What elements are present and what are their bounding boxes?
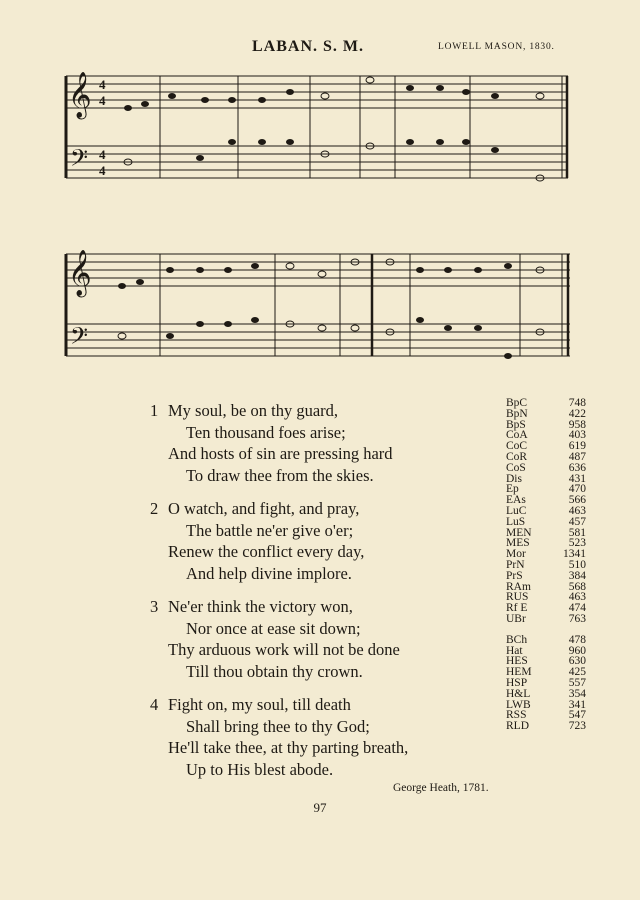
index-number: 547 (568, 709, 586, 722)
index-code: RAm (506, 580, 531, 593)
index-row (506, 635, 586, 646)
index-code: Hat (506, 644, 523, 657)
index-code: BCh (506, 633, 528, 646)
index-number: 425 (568, 666, 586, 679)
stanza-number: 1 (150, 401, 159, 420)
time-sig-top-bass: 4 (99, 147, 106, 162)
stanza-number: 4 (150, 695, 159, 714)
index-number: 566 (568, 494, 586, 507)
index-code: MES (506, 537, 530, 550)
stanza-2 (150, 498, 490, 584)
verse-line: Renew the conflict every day, (168, 542, 365, 561)
index-code: CoC (506, 440, 528, 453)
header (0, 38, 640, 60)
index-row (506, 463, 586, 474)
stanza-1 (150, 400, 490, 486)
verse-line: Ten thousand foes arise; (186, 422, 346, 442)
index-number: 581 (568, 526, 586, 539)
index-number: 463 (568, 504, 586, 517)
index-row (506, 614, 586, 625)
verse-line: O watch, and fight, and pray, (168, 499, 360, 518)
index-number: 723 (568, 720, 586, 733)
index-code: BpC (506, 397, 528, 409)
bass-clef-icon-2: 𝄢 (70, 322, 89, 355)
verse-line: My soul, be on thy guard, (168, 401, 339, 420)
index-number: 341 (568, 698, 586, 711)
time-sig-top: 4 (99, 77, 106, 92)
verse-line: Up to His blest abode. (186, 759, 334, 779)
index-number: 487 (568, 450, 586, 463)
index-code: RLD (506, 720, 529, 733)
index-code: CoS (506, 461, 526, 474)
index-code: MEN (506, 526, 532, 539)
index-code: EAs (506, 494, 526, 507)
index-number: 523 (568, 537, 586, 550)
author-credit: George Heath, 1781. (393, 782, 489, 794)
verse-line: Ne'er think the victory won, (168, 597, 353, 616)
index-code: HSP (506, 676, 528, 689)
index-row (506, 571, 586, 582)
index-number: 463 (568, 591, 586, 604)
index-code: HEM (506, 666, 532, 679)
index-number: 763 (568, 612, 586, 625)
index-number: 354 (568, 687, 586, 700)
index-code: LuS (506, 515, 526, 528)
index-code: RSS (506, 709, 527, 722)
bass-clef-icon: 𝄢 (70, 144, 89, 177)
time-sig-bottom: 4 (99, 93, 106, 108)
index-number: 470 (568, 483, 586, 496)
index-code: Ep (506, 483, 519, 496)
verse-line: He'll take thee, at thy parting breath, (168, 738, 409, 757)
index-number: 636 (568, 461, 586, 474)
index-code: HES (506, 655, 528, 668)
hymnal-index (506, 398, 586, 732)
verse-line: Shall bring thee to thy God; (186, 716, 370, 736)
verses (150, 400, 490, 792)
stanza-4 (150, 694, 490, 780)
notes-2 (118, 259, 544, 359)
index-group-1 (506, 398, 586, 625)
index-number: 958 (568, 418, 586, 431)
notes (124, 77, 544, 181)
treble-clef-icon: 𝄞 (68, 72, 92, 118)
index-number: 384 (568, 569, 586, 582)
verse-line: To draw thee from the skies. (186, 465, 374, 485)
treble-clef-icon-2: 𝄞 (68, 250, 92, 296)
hymn-title: LABAN. S. M. (252, 38, 365, 55)
index-number: 457 (568, 515, 586, 528)
verse-line: Thy arduous work will not be done (168, 640, 400, 659)
index-row (506, 689, 586, 700)
index-code: Rf E (506, 602, 528, 615)
index-number: 568 (568, 580, 586, 593)
index-number: 1341 (563, 548, 586, 561)
index-code: CoA (506, 429, 528, 442)
stanza-number: 2 (150, 499, 159, 518)
index-group-2 (506, 635, 586, 732)
index-number: 960 (568, 644, 586, 657)
index-number: 478 (568, 633, 586, 646)
page-number: 97 (313, 800, 327, 815)
verse-line: Fight on, my soul, till death (168, 695, 351, 714)
music-system-2 (0, 240, 640, 370)
index-code: H&L (506, 687, 531, 700)
verse-line: Nor once at ease sit down; (186, 618, 361, 638)
index-code: BpS (506, 418, 526, 431)
index-row (506, 409, 586, 420)
index-code: Dis (506, 472, 522, 485)
verse-line: And hosts of sin are pressing hard (168, 444, 393, 463)
verse-line: The battle ne'er give o'er; (186, 520, 354, 540)
index-row (506, 517, 586, 528)
verse-line: And help divine implore. (186, 563, 352, 583)
index-code: BpN (506, 407, 528, 420)
music-system-1 (0, 62, 640, 192)
index-code: PrN (506, 558, 525, 571)
index-code: LuC (506, 504, 527, 517)
stanza-number: 3 (150, 597, 159, 616)
time-sig-bottom-bass: 4 (99, 163, 106, 178)
index-code: RUS (506, 591, 529, 604)
index-code: CoR (506, 450, 528, 463)
index-number: 431 (568, 472, 586, 485)
index-code: LWB (506, 698, 531, 711)
index-number: 510 (568, 558, 586, 571)
index-number: 474 (568, 602, 586, 615)
index-number: 403 (568, 429, 586, 442)
index-number: 422 (568, 407, 586, 420)
verse-line: Till thou obtain thy crown. (186, 661, 363, 681)
stanza-3 (150, 596, 490, 682)
index-number: 557 (568, 676, 586, 689)
index-code: UBr (506, 612, 526, 625)
index-number: 748 (568, 397, 586, 409)
index-row (506, 721, 586, 732)
index-code: PrS (506, 569, 523, 582)
index-number: 619 (568, 440, 586, 453)
composer-credit: LOWELL MASON, 1830. (438, 42, 555, 52)
index-number: 630 (568, 655, 586, 668)
index-code: Mor (506, 548, 526, 561)
